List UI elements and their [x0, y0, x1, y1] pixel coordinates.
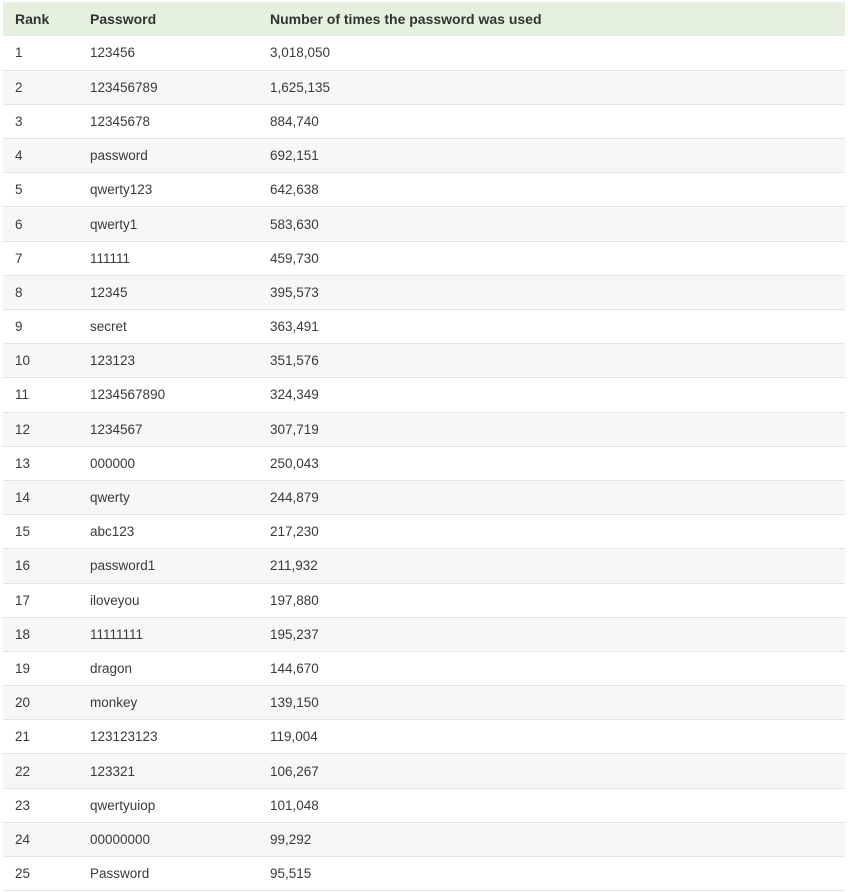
table-row — [3, 651, 845, 685]
table-row — [3, 139, 845, 173]
rank-cell: 9 — [15, 319, 23, 335]
count-cell: 95,515 — [270, 866, 312, 882]
count-cell: 324,349 — [270, 387, 319, 403]
count-cell: 250,043 — [270, 455, 319, 471]
password-cell: 1234567 — [90, 421, 143, 437]
table-row — [3, 275, 845, 309]
password-cell: 00000000 — [90, 831, 151, 847]
rank-cell: 8 — [15, 284, 23, 300]
count-cell: 197,880 — [270, 592, 319, 608]
table-row — [3, 173, 845, 207]
rank-cell: 24 — [15, 831, 31, 847]
table-body — [3, 36, 845, 891]
password-cell: 123321 — [90, 763, 136, 779]
password-cell: monkey — [90, 695, 138, 711]
password-cell: 000000 — [90, 455, 136, 471]
table-row — [3, 36, 845, 70]
count-cell: 642,638 — [270, 182, 319, 198]
data-table — [3, 2, 845, 891]
rank-cell: 4 — [15, 148, 23, 164]
header-rank: Rank — [15, 11, 50, 27]
password-cell: 123123 — [90, 353, 136, 369]
rank-cell: 21 — [15, 729, 31, 745]
password-cell: password — [90, 148, 148, 164]
password-cell: password1 — [90, 558, 156, 574]
password-cell: 123456789 — [90, 79, 158, 95]
table-row — [3, 549, 845, 583]
password-cell: dragon — [90, 660, 133, 676]
rank-cell: 10 — [15, 353, 31, 369]
password-cell: iloveyou — [90, 592, 140, 608]
table-row — [3, 822, 845, 856]
table-row — [3, 617, 845, 651]
count-cell: 395,573 — [270, 284, 319, 300]
count-cell: 459,730 — [270, 250, 319, 266]
password-cell: qwerty1 — [90, 216, 138, 232]
header-count: Number of times the password was used — [270, 11, 542, 27]
count-cell: 217,230 — [270, 524, 319, 540]
rank-cell: 14 — [15, 490, 31, 506]
table-row — [3, 446, 845, 480]
rank-cell: 5 — [15, 182, 23, 198]
table-row — [3, 310, 845, 344]
rank-cell: 18 — [15, 626, 31, 642]
rank-cell: 15 — [15, 524, 31, 540]
count-cell: 101,048 — [270, 797, 319, 813]
count-cell: 244,879 — [270, 490, 319, 506]
table-row — [3, 788, 845, 822]
password-cell: qwerty123 — [90, 182, 153, 198]
rank-cell: 23 — [15, 797, 31, 813]
rank-cell: 16 — [15, 558, 31, 574]
count-cell: 307,719 — [270, 421, 319, 437]
password-cell: secret — [90, 319, 127, 335]
header-row — [3, 2, 845, 36]
rank-cell: 13 — [15, 455, 31, 471]
password-cell: 123456 — [90, 45, 136, 61]
table-row — [3, 241, 845, 275]
password-cell: 11111111 — [90, 626, 144, 642]
count-cell: 106,267 — [270, 763, 319, 779]
password-cell: 1234567890 — [90, 387, 166, 403]
table-row — [3, 207, 845, 241]
count-cell: 144,670 — [270, 660, 319, 676]
count-cell: 1,625,135 — [270, 79, 331, 95]
count-cell: 99,292 — [270, 831, 312, 847]
rank-cell: 17 — [15, 592, 31, 608]
password-cell: 12345678 — [90, 113, 151, 129]
count-cell: 139,150 — [270, 695, 319, 711]
rank-cell: 6 — [15, 216, 23, 232]
table-row — [3, 104, 845, 138]
table-row — [3, 412, 845, 446]
header-password: Password — [90, 11, 157, 27]
table-row — [3, 754, 845, 788]
password-ranking-table — [3, 2, 845, 891]
password-cell: 123123123 — [90, 729, 158, 745]
rank-cell: 19 — [15, 660, 31, 676]
count-cell: 351,576 — [270, 353, 319, 369]
count-cell: 211,932 — [270, 558, 318, 574]
rank-cell: 25 — [15, 866, 31, 882]
password-cell: 12345 — [90, 284, 128, 300]
rank-cell: 3 — [15, 113, 23, 129]
rank-cell: 22 — [15, 763, 31, 779]
rank-cell: 7 — [15, 250, 23, 266]
rank-cell: 20 — [15, 695, 31, 711]
table-row — [3, 583, 845, 617]
table-header — [3, 2, 845, 36]
password-cell: qwertyuiop — [90, 797, 156, 813]
table-row — [3, 378, 845, 412]
table-row — [3, 720, 845, 754]
password-cell: Password — [90, 866, 150, 882]
count-cell: 119,004 — [270, 729, 318, 745]
table-row — [3, 70, 845, 104]
rank-cell: 1 — [15, 45, 23, 61]
count-cell: 583,630 — [270, 216, 319, 232]
rank-cell: 2 — [15, 79, 23, 95]
count-cell: 692,151 — [270, 148, 319, 164]
table-row — [3, 515, 845, 549]
count-cell: 884,740 — [270, 113, 319, 129]
rank-cell: 12 — [15, 421, 31, 437]
password-cell: abc123 — [90, 524, 135, 540]
table-row — [3, 686, 845, 720]
table-row — [3, 480, 845, 514]
rank-cell: 11 — [15, 387, 30, 403]
password-cell: 111111 — [90, 250, 131, 266]
table-row — [3, 857, 845, 891]
table-row — [3, 344, 845, 378]
count-cell: 3,018,050 — [270, 45, 331, 61]
count-cell: 363,491 — [270, 319, 319, 335]
count-cell: 195,237 — [270, 626, 319, 642]
password-cell: qwerty — [90, 490, 130, 506]
